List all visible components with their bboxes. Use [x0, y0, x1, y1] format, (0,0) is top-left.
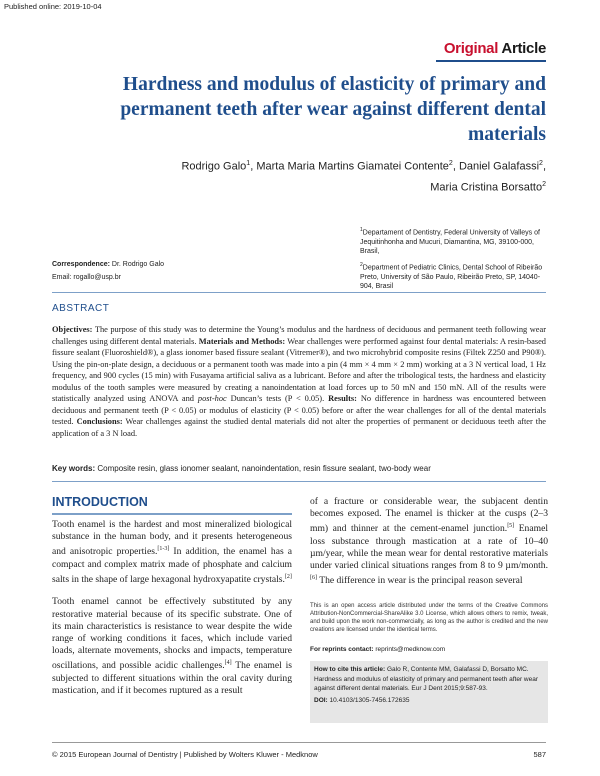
- header-rule: [436, 60, 546, 62]
- abstract-heading: ABSTRACT: [52, 303, 110, 314]
- conclusions-label: Conclusions:: [76, 417, 123, 426]
- methods-end: Duncan’s tests (P < 0.05).: [230, 394, 325, 403]
- body-text: of a fracture or considerable wear, the subjacent dentin becomes exposed. The enamel is thicker at the cusps (2–3 mm) and thinner at the cement-enamel junction.: [310, 496, 548, 535]
- body-text: Tooth enamel is the hardest and most mineralized biological substance in the human body, and it presents heterogeneous and anisotropic properties.: [52, 519, 292, 558]
- affiliation-text: Department of Pediatric Clinics, Dental School of Ribeirão Preto, University of São Paulo, Ribeirão Preto, SP, 14040-904, Brasil: [360, 264, 543, 291]
- doi-label: DOI:: [314, 696, 328, 704]
- author-name: Rodrigo Galo: [181, 160, 247, 173]
- author-list: Rodrigo Galo$^1$, Marta Maria Martins Giamatei Contente$^2$, Daniel Galafassi$^2$, Maria Cristina Borsatto$^2$: [181, 160, 546, 194]
- open-access-notice: This is an open access article distributed under the terms of the Creative Commons Attribution-NonCommercial-ShareAlike 3.0 License, which allows others to remix, tweak, and build upon the work non-commercially, as long as the author is credited and the new creations are licensed under the identical terms.: [310, 603, 548, 633]
- keywords-label: Key words:: [52, 464, 96, 473]
- citation-ref[interactable]: [5]: [507, 523, 515, 530]
- footer-rule: [52, 742, 546, 743]
- keywords-rule: [52, 481, 546, 482]
- email-line: [52, 271, 164, 284]
- conclusions-text: Wear challenges against the studied dental materials did not alter the properties of permanent or deciduous teeth after the application of a 3 N load.: [52, 417, 546, 438]
- correspondence-label: Correspondence:: [52, 261, 110, 268]
- body-text: Enamel loss substance through mastication at a rate of 10–40 µm/year, while the mean wear for dental restorative materials under varied clinical situations ranges from 8 to 9 µm/month.: [310, 523, 548, 572]
- affiliations: [360, 226, 552, 296]
- cite-body: Galo R, Contente MM, Galafassi D, Borsatto MC. Hardness and modulus of elasticity of primary and permanent teeth after wear against different dental materials. Eur J Dent 2015;9:587-93.: [314, 666, 539, 692]
- cite-label: How to cite this article:: [314, 666, 386, 673]
- article-type-article: Article: [501, 40, 546, 57]
- affiliation-1: [360, 226, 552, 257]
- affiliation-sup: 1: [360, 227, 363, 233]
- article-type: [444, 40, 546, 57]
- article-title: Hardness and modulus of elasticity of primary and permanent teeth after wear against different dental materials: [120, 74, 546, 145]
- doi-link[interactable]: 10.4103/1305-7456.172635: [329, 696, 410, 704]
- email-link[interactable]: rogallo@usp.br: [73, 274, 121, 281]
- published-date: Published online: 2019-10-04: [4, 2, 102, 11]
- results-text: No difference in hardness was encountered between deciduous and permanent teeth (P < 0.05) or modulus of elasticity (P < 0.05) before or after the wear challenges for all of the dental materials tested.: [52, 394, 546, 426]
- abstract-body: [52, 324, 546, 439]
- correspondence-line: [52, 258, 164, 271]
- introduction-heading: INTRODUCTION: [52, 495, 148, 509]
- methods-em: post-hoc: [197, 394, 227, 403]
- intro-paragraph-1: [52, 519, 292, 586]
- author-sup: 2: [542, 180, 546, 188]
- reprints-email[interactable]: reprints@medknow.com: [375, 646, 446, 653]
- citation-ref[interactable]: [2]: [284, 574, 292, 580]
- intro-paragraph-2: [52, 596, 292, 697]
- author-sup: 2: [539, 160, 543, 167]
- citation-ref[interactable]: [4]: [224, 660, 232, 667]
- citation-box: [310, 661, 548, 723]
- body-text: The difference in wear is the principal reason several: [319, 575, 523, 587]
- methods-text: Wear challenges were performed against four dental materials: A resin-based fissure sealant (Fluoroshield®), a glass ionomer based fissure sealant (Vitremer®), and two microhybrid composite resins (Filtek Z250 and P90®). Using the pin-on-plate design, a deciduous or a permanent tooth was made into a pin (4 mm × 4 mm × 2 mm) working at a 3 N vertical load, 1 Hz frequency, and 900 cycles (15 min) with Fusayama artificial saliva as a lubricant. Before and after the tribological tests, the hardness and elasticity modulus of the tooth samples were measured by creating a nanoindentation at load forces up to 50 mN and 150 mN. All of the results were statistically analyzed using ANOVA and: [52, 336, 546, 403]
- author-sup: 2: [448, 160, 453, 167]
- author-sup: 1: [246, 160, 251, 167]
- email-label: Email:: [52, 274, 72, 281]
- body-text: In addition, the enamel has a compact and complex matrix made of phosphate and calcium salts in the shape of large hexagonal hydroxyapatite crystals.: [52, 546, 292, 586]
- right-column: [310, 496, 548, 598]
- reprints-contact: [310, 646, 548, 653]
- page-number: 587: [533, 750, 546, 759]
- reprints-label: For reprints contact:: [310, 646, 374, 653]
- keywords: [52, 464, 546, 473]
- author-name: Maria Cristina Borsatto: [430, 181, 543, 194]
- left-column: [52, 519, 292, 707]
- abstract-paragraph: [52, 324, 546, 439]
- correspondence: [52, 258, 164, 284]
- affiliation-text: Departament of Dentistry, Federal University of Valleys of Jequitinhonha and Mucuri, Diamantina, MG, 39100-000, Brasil,: [360, 229, 540, 256]
- body-text: The enamel is subjected to different situations within the oral cavity during mastication, and if it becomes ruptured as a result: [52, 660, 292, 696]
- author-name: Daniel Galafassi: [458, 160, 540, 173]
- body-text: Tooth enamel cannot be effectively substituted by any restorative material because of its specific substrate. One of its main characteristics is resistance to wear despite the wide range of working conditions it faces, which include varied loads, alternate movements, shocks and impacts, temperature oscillations, and possible acidic challenges.: [52, 596, 292, 672]
- objectives-label: Objectives:: [52, 325, 93, 334]
- keywords-text: Composite resin, glass ionomer sealant, nanoindentation, resin fissure sealant, two-body wear: [97, 464, 431, 473]
- abstract-top-rule: [52, 292, 546, 293]
- introduction-rule: [52, 513, 292, 515]
- citation-ref[interactable]: [1-3]: [157, 546, 170, 553]
- objectives-text: The purpose of this study was to determine the Young’s modulus and the hardness of deciduous and permanent teeth following wear challenges using different dental materials.: [52, 325, 546, 346]
- cite-text: [314, 665, 544, 694]
- methods-label: Materials and Methods:: [198, 336, 286, 346]
- intro-paragraph-3: [310, 496, 548, 588]
- affiliation-2: [360, 261, 552, 292]
- footer-copyright: © 2015 European Journal of Dentistry | Published by Wolters Kluwer - Medknow: [52, 750, 318, 759]
- author-name: Marta Maria Martins Giamatei Contente: [256, 160, 449, 173]
- article-type-original: Original: [443, 40, 499, 57]
- correspondence-name: Dr. Rodrigo Galo: [111, 261, 165, 268]
- citation-ref[interactable]: [6]: [310, 575, 317, 582]
- affiliation-sup: 2: [360, 261, 363, 268]
- results-label: Results:: [328, 394, 357, 403]
- doi-line: [314, 696, 544, 706]
